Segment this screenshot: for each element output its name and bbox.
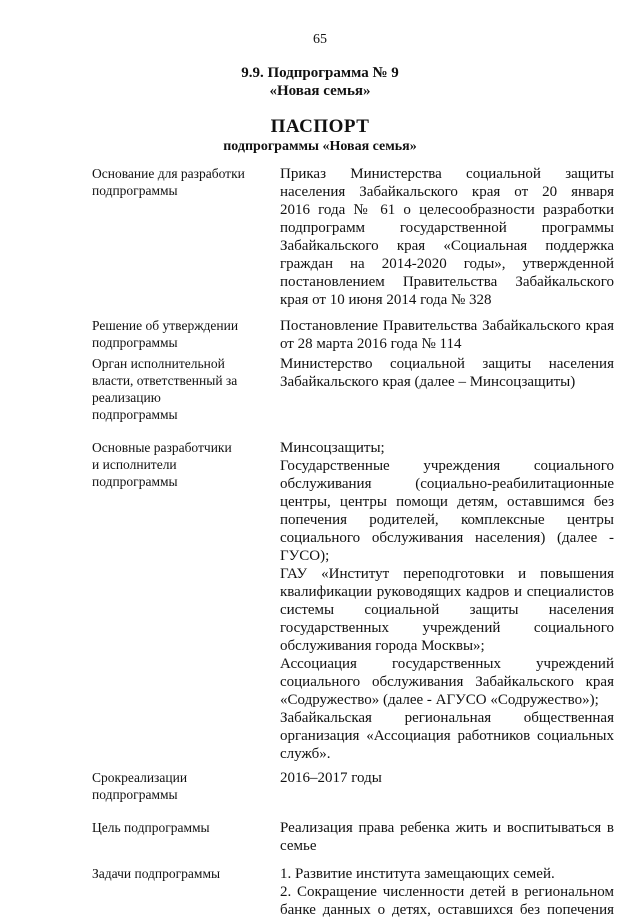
passport-table — [92, 163, 614, 919]
label-line: Основание для разработки — [92, 166, 245, 181]
row-label — [92, 315, 280, 353]
passport-row-approval-decision — [92, 315, 614, 353]
label-line: Цель подпрограммы — [92, 820, 210, 835]
passport-row-goal — [92, 817, 614, 855]
passport-row-basis — [92, 163, 614, 309]
value-line: квалификации руководящих кадров и специалистов — [280, 584, 614, 600]
label-word: реализации — [121, 770, 188, 785]
row-label — [92, 863, 280, 919]
label-line — [92, 769, 280, 786]
label-line: Орган исполнительной — [92, 356, 225, 371]
value-line: Ассоциация государственных учреждений — [280, 656, 614, 672]
value-line: обслуживания города Москвы»; — [280, 638, 485, 654]
row-value — [280, 863, 614, 919]
label-line: Задачи подпрограммы — [92, 866, 221, 881]
passport-row-developers-executors — [92, 437, 614, 763]
row-value — [280, 437, 614, 763]
subprogram-number-heading: 9.9. Подпрограмма № 9 — [241, 65, 399, 81]
row-value — [280, 353, 614, 423]
value-line: обслуживания (социально-реабилитационные — [280, 476, 614, 492]
value-line: граждан на 2014-2020 годы», утвержденной — [280, 256, 614, 272]
label-line: подпрограммы — [92, 474, 178, 489]
page-number: 65 — [313, 32, 327, 47]
value-line: служб». — [280, 746, 331, 762]
label-line: подпрограммы — [92, 335, 178, 350]
value-line: от 28 марта 2016 года № 114 — [280, 336, 462, 352]
passport-row-tasks — [92, 863, 614, 919]
value-line: 2. Сокращение численности детей в региональном — [280, 884, 614, 900]
value-line: Минсоцзащиты; — [280, 440, 385, 456]
label-line: реализацию — [92, 390, 161, 405]
row-label — [92, 817, 280, 855]
passport-row-executive-authority — [92, 353, 614, 423]
value-line: государственных учреждений социального — [280, 620, 614, 636]
value-line: постановлением Правительства Забайкальского — [280, 274, 614, 290]
value-line: попечения родителей, комплексные центры — [280, 512, 614, 528]
row-value — [280, 767, 614, 803]
row-value — [280, 163, 614, 309]
row-label — [92, 353, 280, 423]
value-line: «Содружество» (далее - АГУСО «Содружество»); — [280, 692, 599, 708]
passport-title: ПАСПОРТ — [270, 116, 370, 137]
value-line: подпрограмм государственной программы — [280, 220, 614, 236]
value-line: края от 10 июня 2014 года № 328 — [280, 292, 492, 308]
value-line: банке данных о детях, оставшихся без попечения — [280, 902, 614, 918]
value-line: центры, центры помощи детям, оставшимся без — [280, 494, 614, 510]
label-line: власти, ответственный за — [92, 373, 238, 388]
value-line: 1. Развитие института замещающих семей. — [280, 866, 555, 882]
value-line: 2016 года № 61 о целесообразности разработки — [280, 202, 614, 218]
value-line: системы социальной защиты населения — [280, 602, 614, 618]
row-label — [92, 163, 280, 309]
label-line: и исполнители — [92, 457, 177, 472]
row-value — [280, 817, 614, 855]
value-line: Министерство социальной защиты населения — [280, 356, 614, 372]
value-line: населения Забайкальского края от 20 января — [280, 184, 614, 200]
label-line: подпрограммы — [92, 183, 178, 198]
row-label — [92, 437, 280, 763]
value-line: ГАУ «Институт переподготовки и повышения — [280, 566, 614, 582]
value-line: Забайкальская региональная общественная — [280, 710, 614, 726]
label-line: Основные разработчики — [92, 440, 232, 455]
value-line: социального обслуживания населения) (далее - — [280, 530, 614, 546]
label-word: Срок — [92, 770, 122, 785]
value-line: 2016–2017 годы — [280, 770, 382, 786]
row-label — [92, 767, 280, 803]
value-line: организация «Ассоциация работников социальных — [280, 728, 614, 744]
value-line: социального обслуживания Забайкальского края — [280, 674, 614, 690]
value-line: Реализация права ребенка жить и воспитываться в — [280, 820, 614, 836]
value-line: Забайкальского края (далее – Минсоцзащиты) — [280, 374, 576, 390]
value-line: ГУСО); — [280, 548, 330, 564]
passport-row-implementation-period — [92, 767, 614, 803]
label-line: Решение об утверждении — [92, 318, 239, 333]
label-line: подпрограммы — [92, 787, 178, 802]
value-line: семье — [280, 838, 317, 854]
value-line: Государственные учреждения социального — [280, 458, 614, 474]
value-line: Забайкальского края «Социальная поддержка — [280, 238, 614, 254]
value-line: Постановление Правительства Забайкальского края — [280, 318, 614, 334]
label-line: подпрограммы — [92, 407, 178, 422]
value-line: Приказ Министерства социальной защиты — [280, 166, 614, 182]
passport-subtitle: подпрограммы «Новая семья» — [223, 139, 417, 154]
subprogram-name-heading: «Новая семья» — [269, 83, 371, 99]
row-value — [280, 315, 614, 353]
